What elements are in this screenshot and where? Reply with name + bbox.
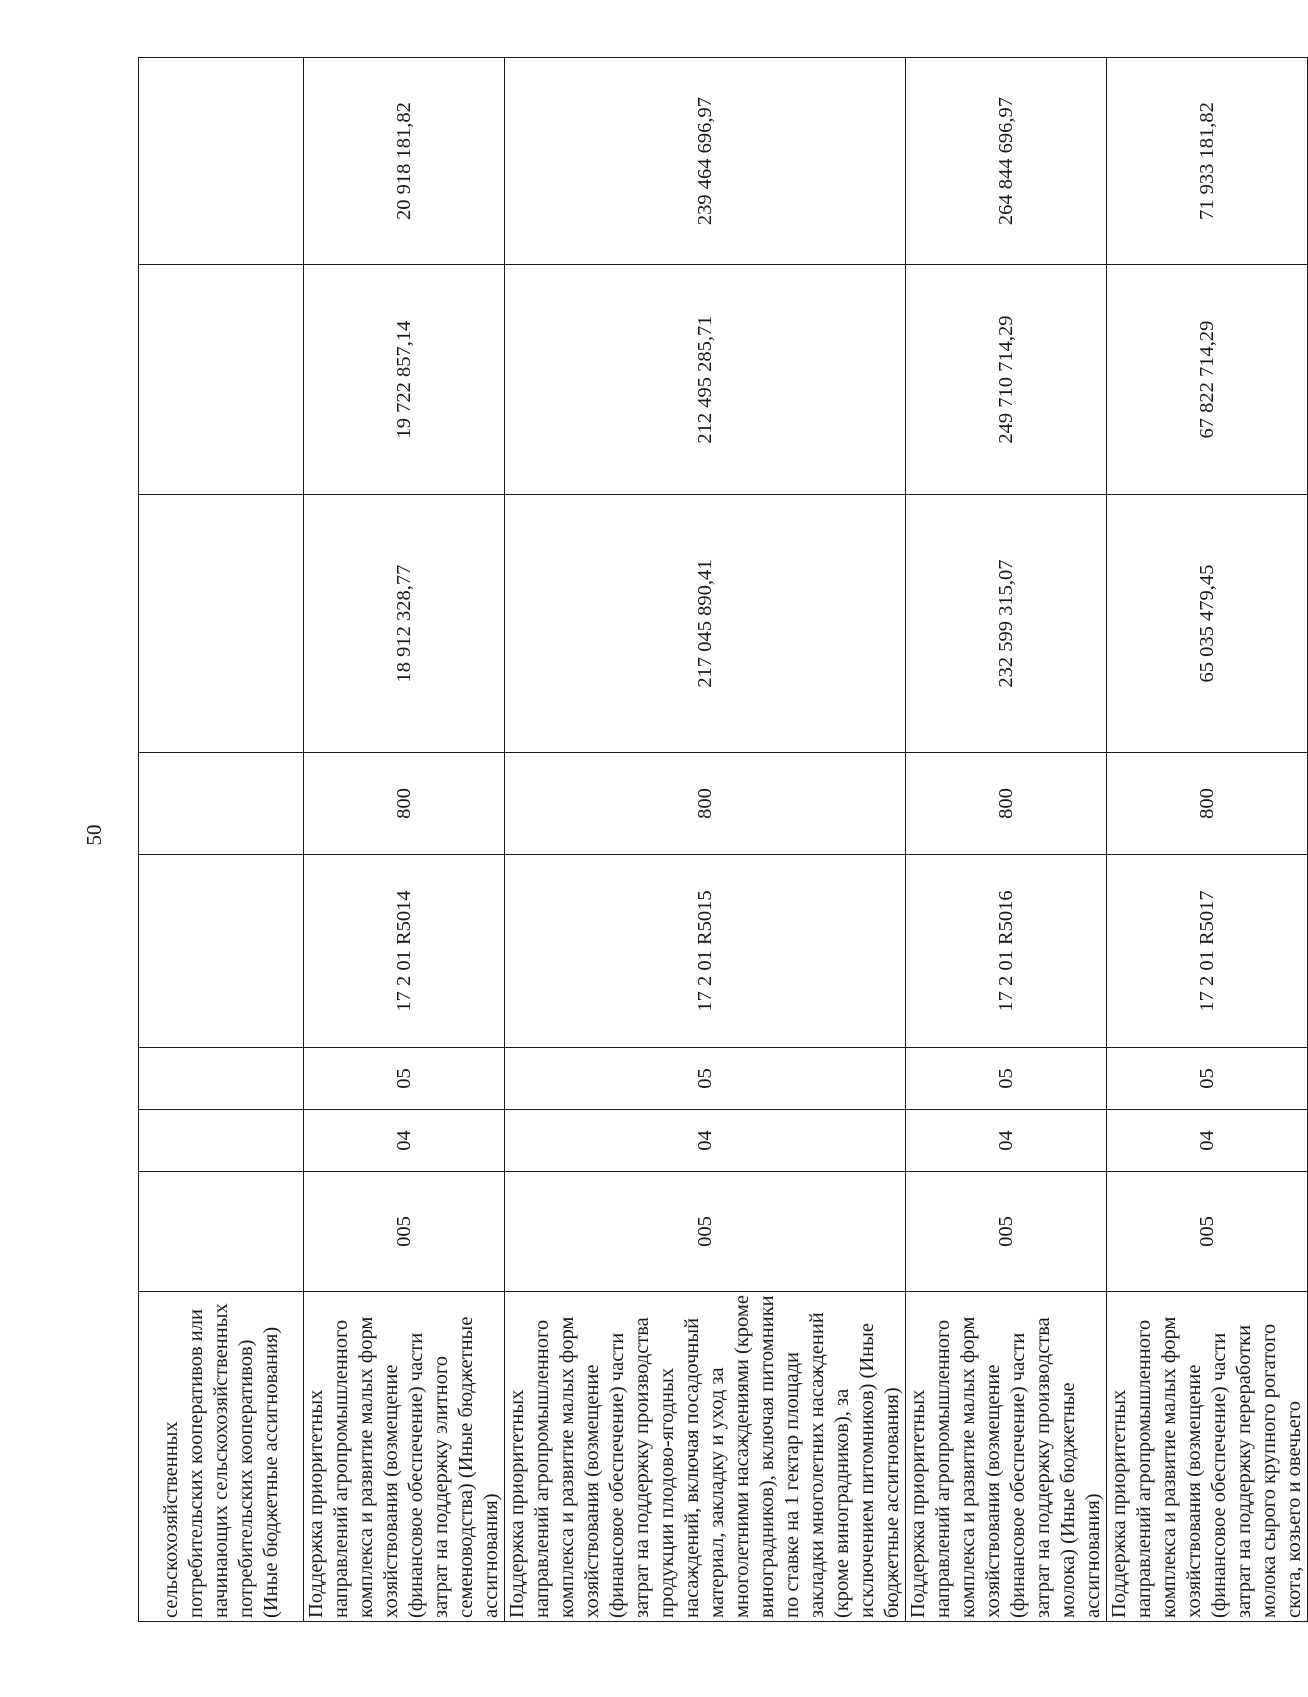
subsection-code: 05 — [505, 1048, 906, 1110]
ministry-code: 005 — [906, 1172, 1107, 1292]
target-article-code — [139, 855, 304, 1048]
amount-year-1: 217 045 890,41 — [505, 495, 906, 753]
amount-year-3: 239 464 696,97 — [505, 58, 906, 265]
section-code — [139, 1110, 304, 1172]
amount-year-3 — [139, 58, 304, 265]
section-code: 04 — [1107, 1110, 1308, 1172]
amount-year-3: 71 933 181,82 — [1107, 58, 1308, 265]
row-description: сельскохозяйственных потребительских кооперативов или начинающих сельскохозяйственных потребительских кооперативов) (Иные бюджетные ассигнования) — [139, 1292, 304, 1622]
ministry-code — [139, 1172, 304, 1292]
amount-year-2 — [139, 265, 304, 495]
expense-type-code — [139, 753, 304, 855]
amount-year-2: 67 822 714,29 — [1107, 265, 1308, 495]
subsection-code — [139, 1048, 304, 1110]
target-article-code: 17 2 01 R5017 — [1107, 855, 1308, 1048]
page-number: 50 — [82, 824, 106, 846]
table-row — [906, 58, 1107, 1622]
expense-type-code: 800 — [906, 753, 1107, 855]
amount-year-2: 212 495 285,71 — [505, 265, 906, 495]
subsection-code: 05 — [1107, 1048, 1308, 1110]
amount-year-1 — [139, 495, 304, 753]
amount-year-1: 232 599 315,07 — [906, 495, 1107, 753]
table-row — [139, 58, 304, 1622]
ministry-code: 005 — [505, 1172, 906, 1292]
expense-type-code: 800 — [304, 753, 505, 855]
expense-type-code: 800 — [1107, 753, 1308, 855]
amount-year-2: 249 710 714,29 — [906, 265, 1107, 495]
amount-year-1: 65 035 479,45 — [1107, 495, 1308, 753]
row-description: Поддержка приоритетных направлений агропромышленного комплекса и развитие малых форм хозяйствования (возмещение (финансовое обеспечение) части затрат на поддержку производства молока) (Иные бюджетные ассигнования) — [906, 1292, 1107, 1622]
section-code: 04 — [505, 1110, 906, 1172]
subsection-code: 05 — [304, 1048, 505, 1110]
amount-year-2: 19 722 857,14 — [304, 265, 505, 495]
row-description: Поддержка приоритетных направлений агропромышленного комплекса и развитие малых форм хозяйствования (возмещение (финансовое обеспечение) части затрат на поддержку переработки молока сырого крупного рогатого скота, козьего и овечьего — [1107, 1292, 1308, 1622]
target-article-code: 17 2 01 R5014 — [304, 855, 505, 1048]
target-article-code: 17 2 01 R5015 — [505, 855, 906, 1048]
ministry-code: 005 — [1107, 1172, 1308, 1292]
amount-year-1: 18 912 328,77 — [304, 495, 505, 753]
row-description: Поддержка приоритетных направлений агропромышленного комплекса и развитие малых форм хозяйствования (возмещение (финансовое обеспечение) части затрат на поддержку элитного семеноводства) (Иные бюджетные ассигнования) — [304, 1292, 505, 1622]
table-row — [304, 58, 505, 1622]
budget-table — [138, 57, 1308, 1622]
ministry-code: 005 — [304, 1172, 505, 1292]
subsection-code: 05 — [906, 1048, 1107, 1110]
row-description: Поддержка приоритетных направлений агропромышленного комплекса и развитие малых форм хозяйствования (возмещение (финансовое обеспечение) части затрат на поддержку производства продукции плодово-ягодных насаждений, включая посадочный материал, закладку и уход за многолетними насаждениями (кроме виноградников), включая питомники по ставке на 1 гектар площади закладки многолетних насаждений (кроме виноградников), за исключением питомников) (Иные бюджетные ассигнования) — [505, 1292, 906, 1622]
amount-year-3: 20 918 181,82 — [304, 58, 505, 265]
section-code: 04 — [304, 1110, 505, 1172]
target-article-code: 17 2 01 R5016 — [906, 855, 1107, 1048]
table-row — [1107, 58, 1308, 1622]
table-wrapper — [138, 58, 1305, 1622]
rotated-table-area — [138, 58, 1305, 1622]
expense-type-code: 800 — [505, 753, 906, 855]
amount-year-3: 264 844 696,97 — [906, 58, 1107, 265]
section-code: 04 — [906, 1110, 1107, 1172]
table-row — [505, 58, 906, 1622]
